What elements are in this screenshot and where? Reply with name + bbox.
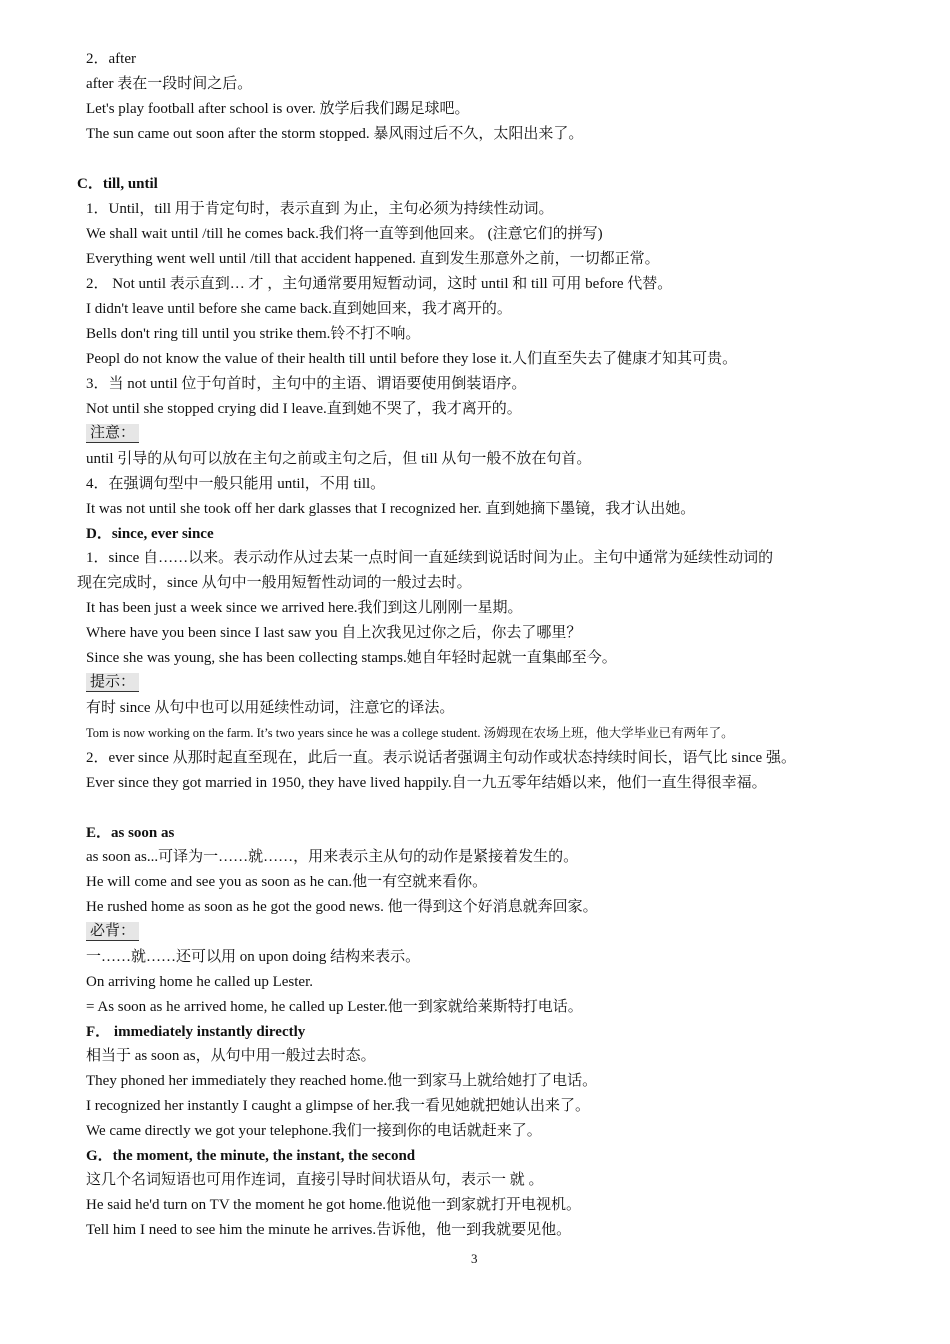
section-heading: G．the moment, the minute, the instant, the second: [86, 1148, 416, 1164]
text-line: I recognized her instantly I caught a glimpse of her.我一看见她就把她认出来了。: [86, 1098, 591, 1114]
text-line: 现在完成时，since 从句中一般用短暂性动词的一般过去时。: [77, 575, 472, 591]
text-line: Let's play football after school is over. 放学后我们踢足球吧。: [86, 101, 470, 117]
text-line: Not until she stopped crying did I leave.直到她不哭了，我才离开的。: [86, 401, 522, 417]
text-line: 4．在强调句型中一般只能用 until，不用 till。: [86, 476, 386, 492]
text-line: 2．ever since 从那时起直至现在，此后一直。表示说话者强调主句动作或状态持续时间长，语气比 since 强。: [86, 750, 796, 766]
text-line: Tell him I need to see him the minute he arrives.告诉他，他一到我就要见他。: [86, 1222, 572, 1238]
text-line: 1．since 自……以来。表示动作从过去某一点时间一直延续到说话时间为止。主句中通常为延续性动词的: [86, 550, 774, 566]
tip-label-box: 提示：: [86, 673, 139, 692]
text-line: I didn't leave until before she came back.直到她回来，我才离开的。: [86, 301, 512, 317]
section-heading: C．till, until: [77, 176, 158, 192]
text-line: It has been just a week since we arrived here.我们到这儿刚刚一星期。: [86, 600, 523, 616]
text-line: Tom is now working on the farm. It’s two years since he was a college student. 汤姆现在农场上班，他大学毕业已有两年了。: [86, 726, 734, 740]
text-line: after 表在一段时间之后。: [86, 76, 253, 92]
text-line: He rushed home as soon as he got the good news. 他一得到这个好消息就奔回家。: [86, 899, 598, 915]
text-line: = As soon as he arrived home, he called up Lester.他一到家就给莱斯特打电话。: [86, 999, 583, 1015]
text-line: 有时 since 从句中也可以用延续性动词，注意它的译法。: [86, 700, 455, 716]
text-line: The sun came out soon after the storm stopped. 暴风雨过后不久，太阳出来了。: [86, 126, 584, 142]
page-number: 3: [471, 1251, 478, 1266]
text-line: They phoned her immediately they reached home.他一到家马上就给她打了电话。: [86, 1073, 598, 1089]
text-line: Bells don't ring till until you strike them.铃不打不响。: [86, 326, 421, 342]
note-label-box: 注意：: [86, 424, 139, 443]
text-line: He will come and see you as soon as he can.他一有空就来看你。: [86, 874, 488, 890]
must-memorize-label-box: 必背：: [86, 922, 139, 941]
text-line: 3．当 not until 位于句首时，主句中的主语、谓语要使用倒装语序。: [86, 376, 527, 392]
text-line: until 引导的从句可以放在主句之前或主句之后，但 till 从句一般不放在句首。: [86, 451, 592, 467]
section-heading: E．as soon as: [86, 825, 175, 841]
text-line: Where have you been since I last saw you 自上次我见过你之后，你去了哪里？: [86, 625, 582, 641]
text-line: 2．after: [86, 51, 136, 67]
must-memorize-label: [86, 921, 139, 941]
text-line: We shall wait until /till he comes back.我们将一直等到他回来。 (注意它们的拼写): [86, 226, 603, 242]
text-line: We came directly we got your telephone.我们一接到你的电话就赶来了。: [86, 1123, 542, 1139]
text-line: Everything went well until /till that accident happened. 直到发生那意外之前，一切都正常。: [86, 251, 660, 267]
section-heading: D．since, ever since: [86, 526, 214, 542]
text-line: Ever since they got married in 1950, they have lived happily.自一九五零年结婚以来，他们一直生得很幸福。: [86, 775, 767, 791]
text-line: Peopl do not know the value of their health till until before they lose it.人们直至失去了健康才知其可贵。: [86, 351, 738, 367]
note-label: [86, 423, 139, 443]
text-line: as soon as...可译为一……就……，用来表示主从句的动作是紧接着发生的。: [86, 849, 579, 865]
text-line: Since she was young, she has been collecting stamps.她自年轻时起就一直集邮至今。: [86, 650, 617, 666]
section-heading: F． immediately instantly directly: [86, 1024, 306, 1040]
text-line: 2． Not until 表示直到… 才 ，主句通常要用短暂动词，这时 until 和 till 可用 before 代替。: [86, 276, 673, 292]
text-line: 相当于 as soon as，从句中用一般过去时态。: [86, 1048, 376, 1064]
text-line: He said he'd turn on TV the moment he got home.他说他一到家就打开电视机。: [86, 1197, 582, 1213]
text-line: It was not until she took off her dark glasses that I recognized her. 直到她摘下墨镜，我才认出她。: [86, 501, 696, 517]
tip-label: [86, 672, 139, 692]
text-line: 1．Until，till 用于肯定句时，表示直到 为止，主句必须为持续性动词。: [86, 201, 554, 217]
text-line: 这几个名词短语也可用作连词，直接引导时间状语从句，表示一 就 。: [86, 1172, 544, 1188]
text-line: 一……就……还可以用 on upon doing 结构来表示。: [86, 949, 421, 965]
text-line: On arriving home he called up Lester.: [86, 974, 314, 990]
